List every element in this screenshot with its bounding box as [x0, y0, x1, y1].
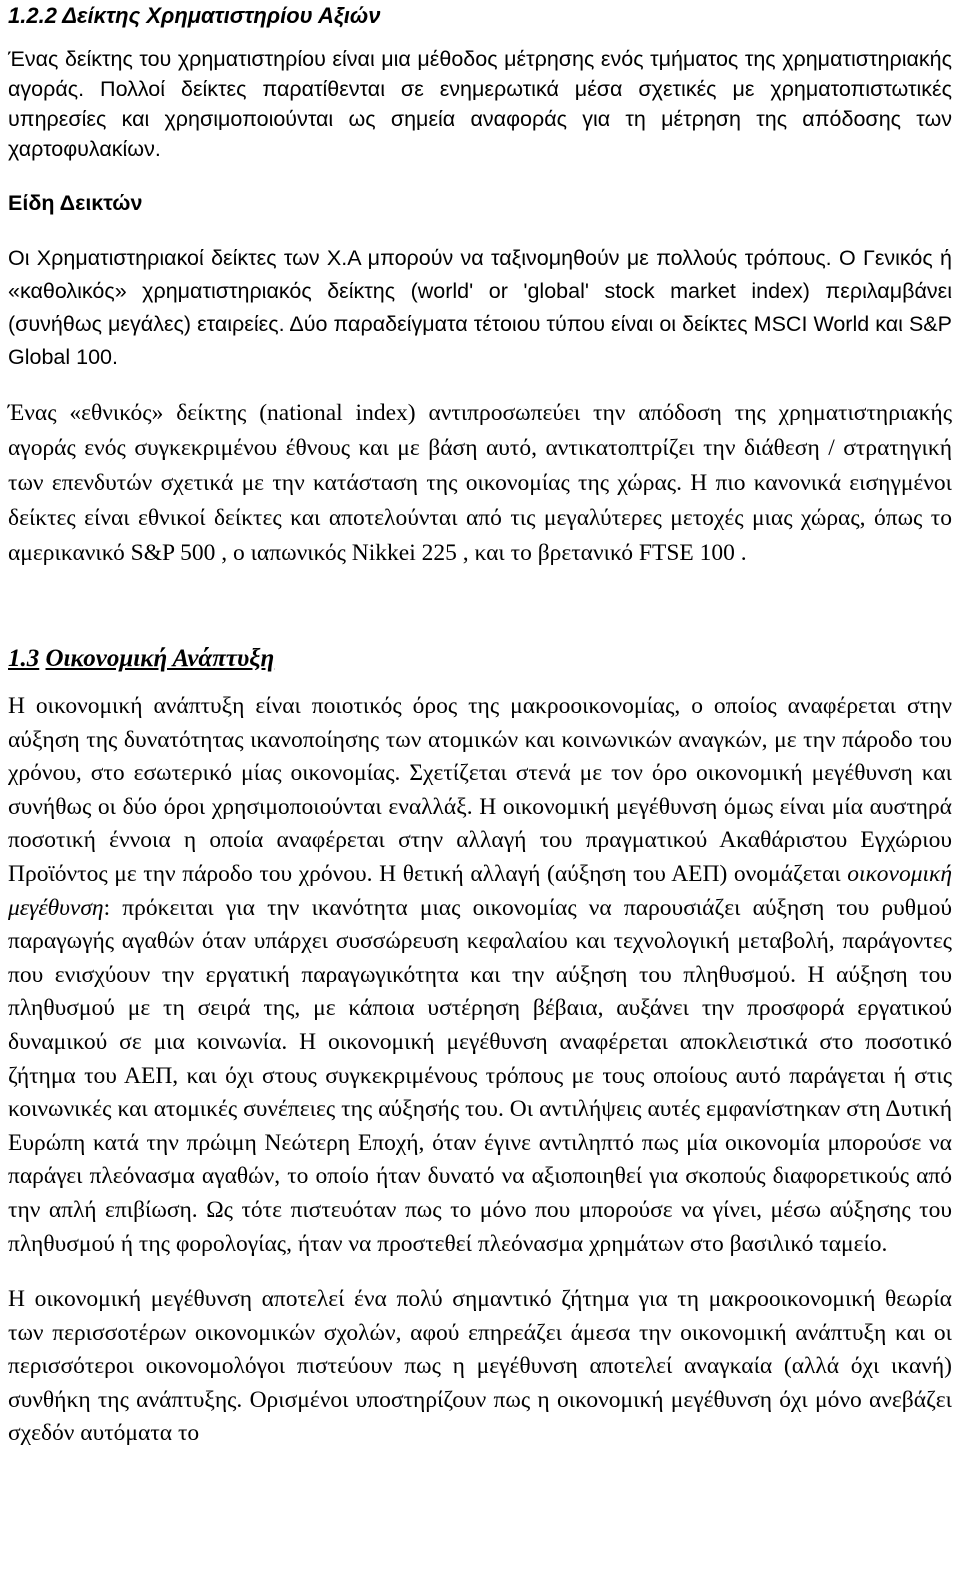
index-types-paragraph: Οι Χρηματιστηριακοί δείκτες των Χ.Α μπορούν να ταξινομηθούν με πολλούς τρόπους. Ο Γενικός ή «καθολικός» χρηματιστηριακός δείκτης (world' or 'global' stock market index) περιλαμβάνει (συνήθως μεγάλες) εταιρείες. Δύο παραδείγματα τέτοιου τύπου είναι οι δείκτες MSCI World και S&P Global 100. — [8, 246, 952, 369]
intro-paragraph: Ένας δείκτης του χρηματιστηρίου είναι μια μέθοδος μέτρησης ενός τμήματος της χρηματιστηριακής αγοράς. Πολλοί δείκτες παρατίθενται σε ενημερωτικά μέσα σχετικές με χρηματοπιστωτικές υπηρεσίες και χρησιμοποιούνται ως σημεία αναφοράς για τη μέτρηση της απόδοσης των χαρτοφυλακίων. — [8, 47, 952, 161]
economic-development-paragraph — [8, 690, 952, 1261]
section-number: 1.3 — [8, 645, 40, 672]
economic-growth-paragraph: Η οικονομική μεγέθυνση αποτελεί ένα πολύ σημαντικό ζήτημα για τη μακροοικονομική θεωρία των περισσοτέρων οικονομικών σχολών, αφού επηρεάζει άμεσα την οικονομική ανάπτυξη και οι περισσότεροι οικονομολόγοι πιστεύουν πως η μεγέθυνση αποτελεί αναγκαία (αλλά όχι ικανή) συνθήκη της ανάπτυξης. Ορισμένοι υποστηρίζουν πως η οικονομική μεγέθυνση όχι μόνο ανεβάζει σχεδόν αυτόματα το — [8, 1286, 952, 1447]
emphasized-term: οικονομική μεγέθυνση — [8, 860, 952, 921]
section-heading-1-2-2: 1.2.2 Δείκτης Χρηματιστηρίου Αξιών — [8, 3, 381, 28]
section-title: Οικονομική Ανάπτυξη — [45, 645, 275, 672]
national-index-paragraph: Ένας «εθνικός» δείκτης (national index) αντιπροσωπεύει την απόδοση της χρηματιστηριακής αγοράς ενός συγκεκριμένου έθνους και με βάση αυτό, αντικατοπτρίζει την διάθεση / στρατηγική των επενδυτών σχετικά με την κατάσταση της οικονομίας της χώρας. Η πιο κανονικά εισηγμένοι δείκτες είναι εθνικοί δείκτες και αποτελούνται από τις μεγαλύτερες μετοχές μιας χώρας, όπως το αμερικανικό S&P 500 , ο ιαπωνικός Nikkei 225 , και το βρετανικό FTSE 100 . — [8, 400, 952, 566]
paragraph-text-part-1: Η οικονομική ανάπτυξη είναι ποιοτικός όρος της μακροοικονομίας, ο οποίος αναφέρεται στην αύξηση της δυνατότητας ικανοποίησης των ατομικών και κοινωνικών αναγκών, με την πάροδο του χρόνου, στο εσωτερικό μίας οικονομίας. Σχετίζεται στενά με τον όρο οικονομική μεγέθυνση και συνήθως οι δύο όροι χρησιμοποιούνται εναλλάξ. Η οικονομική μεγέθυνση όμως είναι μία αυστηρά ποσοτική έννοια η οποία αναφέρεται στην αλλαγή του πραγματικού Ακαθάριστου Εγχώριου Προϊόντος με την πάροδο του χρόνου. Η θετική αλλαγή (αύξηση του ΑΕΠ) ονομάζεται — [8, 693, 952, 887]
paragraph-text-part-2: : πρόκειται για την ικανότητα μιας οικονομίας να παρουσιάζει αύξηση του ρυθμού παραγωγής αγαθών όταν υπάρχει συσσώρευση κεφαλαίου και τεχνολογική μεταβολή, παράγοντες που ενισχύουν την εργατική παραγωγικότητα και την αύξηση του πληθυσμού. Η αύξηση του πληθυσμού με τη σειρά της, με κάποια υστέρηση βέβαια, αυξάνει την προσφορά εργατικού δυναμικού σε μια κοινωνία. Η οικονομική μεγέθυνση αναφέρεται αποκλειστικά στο ποσοτικό ζήτημα του ΑΕΠ, και όχι στους συγκεκριμένους τρόπους με τους οποίους αυτό παράγεται ή στις κοινωνικές και ατομικές συνέπειες της αύξησής του. Οι αντιλήψεις αυτές εμφανίστηκαν στη Δυτική Ευρώπη κατά την πρώιμη Νεώτερη Εποχή, όταν έγινε αντιληπτό πως μία οικονομία μπορούσε να παράγει πλεόνασμα αγαθών, το οποίο ήταν δυνατό να αξιοποιηθεί για σκοπούς διαφορετικούς από την απλή επιβίωση. Ως τότε πιστευόταν πως το μόνο που μπορούσε να γίνει, μέσω αύξησης του πληθυσμού ή της φορολογίας, ήταν να προστεθεί πλεόνασμα χρημάτων στο βασιλικό ταμείο. — [8, 894, 952, 1257]
section-heading-1-3 — [8, 643, 952, 675]
document-page — [8, 0, 952, 1451]
subheading-index-types: Είδη Δεικτών — [8, 191, 143, 215]
